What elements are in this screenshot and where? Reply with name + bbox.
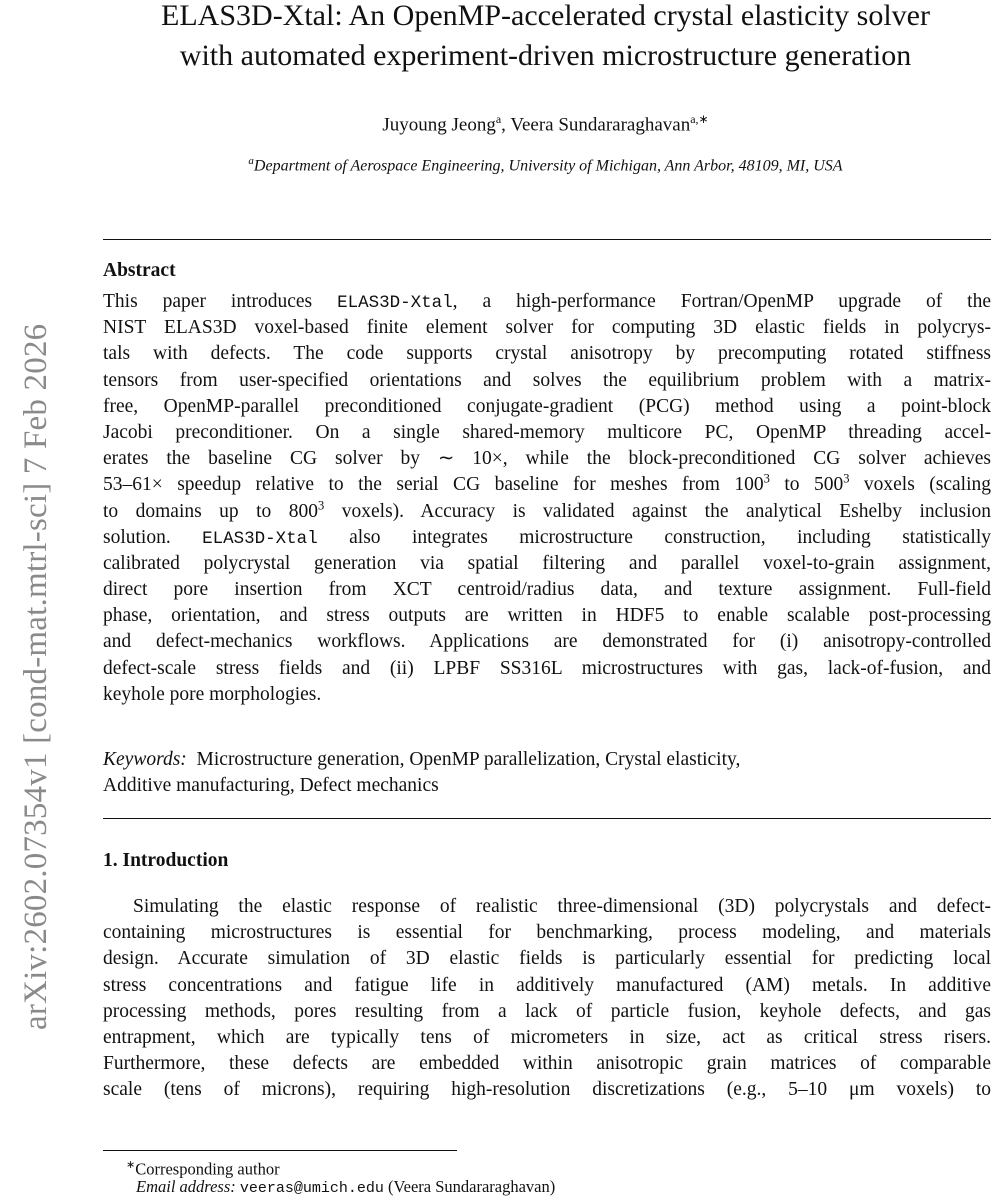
abstract-line: keyhole pore morphologies.: [103, 683, 322, 705]
email-owner: (Veera Sundararaghavan): [388, 1177, 556, 1196]
author-name: Veera Sundararaghavan: [510, 114, 691, 136]
software-name: ELAS3D-Xtal: [202, 528, 318, 549]
paper-title-line-1: ELAS3D-Xtal: An OpenMP-accelerated crystal elasticity solver: [161, 0, 930, 32]
introduction-line: design. Accurate simulation of 3D elastic fields is particularly essential for predicting local: [103, 948, 991, 970]
abstract-line: free, OpenMP-parallel preconditioned conjugate-gradient (PCG) method using a point-block: [103, 395, 991, 417]
footnote-email: [136, 1176, 555, 1200]
abstract-line: tensors from user-specified orientations and solves the equilibrium problem with a matrix-: [103, 369, 991, 391]
introduction-line: stress concentrations and fatigue life in additively manufactured (AM) metals. In additive: [103, 974, 991, 996]
author-list: [100, 106, 991, 138]
abstract-line: Jacobi preconditioner. On a single shared-memory multicore PC, OpenMP threading accel-: [103, 421, 991, 443]
author-name: Juyoung Jeong: [382, 114, 496, 136]
affiliation-mark: a: [495, 112, 502, 126]
software-name: ELAS3D-Xtal: [337, 293, 453, 313]
keywords-line: Keywords: Microstructure generation, OpenMP parallelization, Crystal elasticity,: [103, 749, 741, 770]
introduction-line: Simulating the elastic response of realistic three-dimensional (3D) polycrystals and defect-: [133, 896, 991, 917]
abstract-line: phase, orientation, and stress outputs are written in HDF5 to enable scalable post-processing: [103, 605, 991, 627]
abstract-line: direct pore insertion from XCT centroid/radius data, and texture assignment. Full-field: [103, 579, 991, 601]
introduction-body: [103, 894, 991, 1104]
footnote-mark: ∗: [126, 1159, 136, 1171]
introduction-line: processing methods, pores resulting from a lack of particle fusion, keyhole defects, and gas: [103, 1000, 991, 1022]
keywords-line: Additive manufacturing, Defect mechanics: [103, 775, 439, 797]
footnote-rule: [103, 1150, 457, 1151]
footnote-corresponding: ∗Corresponding author: [126, 1159, 280, 1179]
introduction-line: Furthermore, these defects are embedded within anisotropic grain matrices of comparable: [103, 1053, 991, 1075]
arxiv-sidebar: [0, 0, 54, 1200]
abstract-line: erates the baseline CG solver by ∼ 10×, while the block-preconditioned CG solver achieves: [103, 448, 991, 470]
abstract-line: 53–61× speedup relative to the serial CG baseline for meshes from $100^3$ to $500^3$ voxels (scaling: [103, 472, 991, 496]
abstract-line: calibrated polycrystal generation via spatial filtering and parallel voxel-to-grain assignment,: [103, 552, 991, 574]
email-address[interactable]: veeras@umich.edu: [239, 1180, 384, 1197]
abstract-line: NIST ELAS3D voxel-based finite element solver for computing 3D elastic fields in polycrys-: [103, 317, 991, 339]
author-separator: ,: [501, 114, 511, 136]
affiliation: [100, 150, 991, 177]
affiliation-mark: a,∗: [690, 112, 709, 126]
email-label: Email address:: [136, 1177, 236, 1196]
abstract-line: and defect-mechanics workflows. Applications are demonstrated for (i) anisotropy-controlled: [103, 631, 991, 653]
abstract-line: solution. ELAS3D-Xtal also integrates microstructure construction, including statistically: [103, 526, 991, 549]
abstract-heading: Abstract: [103, 260, 176, 281]
abstract-body: [103, 289, 991, 708]
introduction-line: scale (tens of microns), requiring high-resolution discretizations (e.g., 5–10 μm voxels) to: [103, 1079, 991, 1101]
keywords-label: Keywords:: [103, 749, 187, 770]
introduction-line: containing microstructures is essential for benchmarking, process modeling, and materials: [103, 922, 991, 944]
abstract-line: defect-scale stress fields and (ii) LPBF SS316L microstructures with gas, lack-of-fusion, and: [103, 657, 991, 679]
abstract-top-rule: [103, 239, 991, 240]
affiliation-text: Department of Aerospace Engineering, University of Michigan, Ann Arbor, 48109, MI, USA: [253, 157, 843, 175]
introduction-line: entrapment, which are typically tens of micrometers in size, act as critical stress risers.: [103, 1026, 991, 1048]
paper-title-line-2: with automated experiment-driven microstructure generation: [179, 39, 912, 72]
keywords: [103, 747, 991, 799]
abstract-line: to domains up to $800^3$ voxels). Accuracy is validated against the analytical Eshelby inclusion: [103, 498, 991, 522]
abstract-bottom-rule: [103, 818, 991, 819]
arxiv-identifier: arXiv:2602.07354v1 [cond-mat.mtrl-sci] 7 Feb 2026: [18, 323, 54, 1030]
abstract-line: tals with defects. The code supports crystal anisotropy by precomputing rotated stiffness: [103, 343, 991, 365]
abstract-line: This paper introduces ELAS3D-Xtal, a high-performance Fortran/OpenMP upgrade of the: [103, 291, 991, 313]
introduction-heading: 1. Introduction: [103, 850, 229, 871]
affiliation-mark: a: [248, 155, 254, 167]
